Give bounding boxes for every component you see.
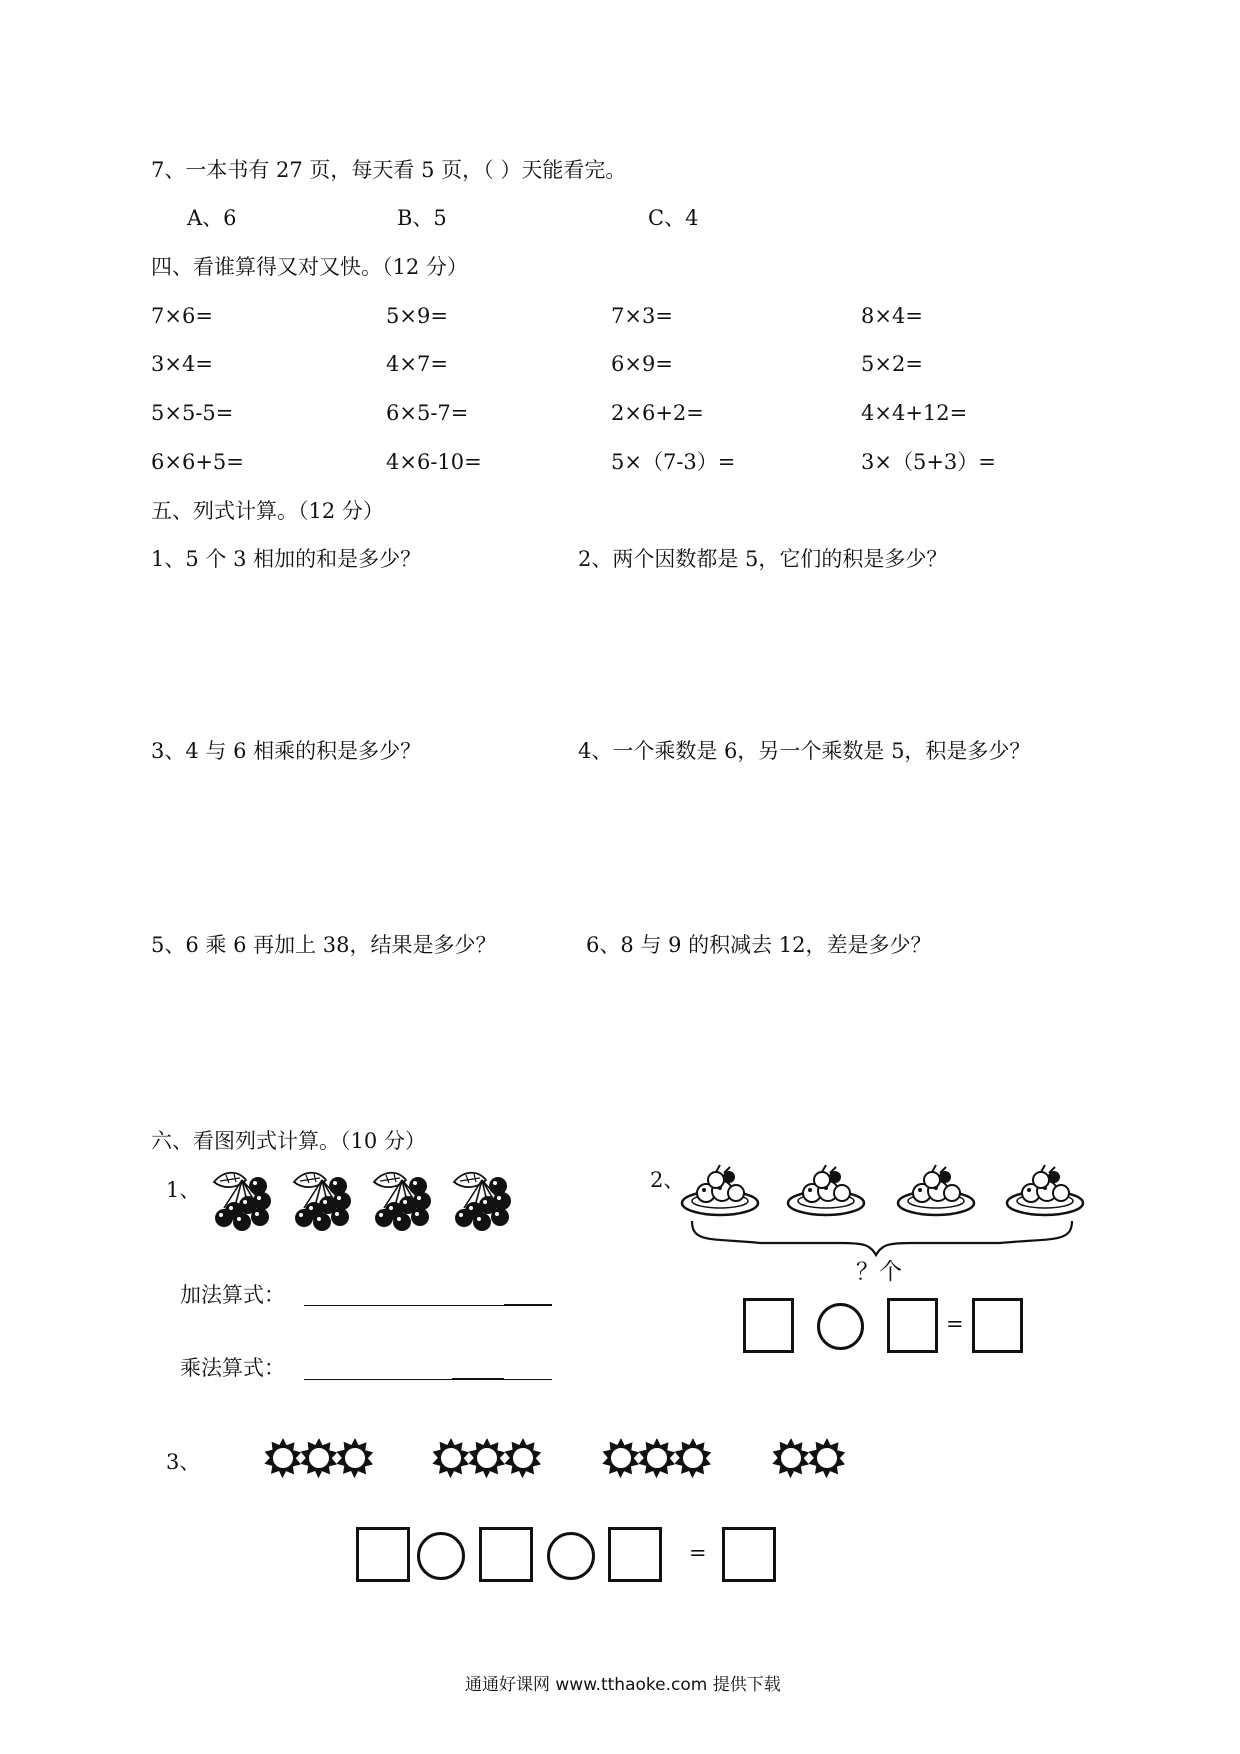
word-problem: 4、一个乘数是 6，另一个乘数是 5，积是多少？ (578, 739, 1031, 763)
multiplication-answer-line-end (504, 1379, 552, 1380)
calc-item: 4×6-10= (386, 450, 482, 474)
word-problem: 3、4 与 6 相乘的积是多少？ (151, 739, 422, 763)
calc-item: 7×3= (611, 304, 673, 328)
multiplication-label: 乘法算式： (180, 1356, 285, 1380)
answer-box[interactable] (479, 1527, 533, 1582)
calc-item: 3×4= (151, 352, 213, 376)
operator-circle[interactable] (547, 1532, 595, 1580)
picture-1-label: 1、 (166, 1178, 201, 1202)
calc-item: 5×5-5= (151, 401, 234, 425)
cherries-picture (208, 1170, 528, 1234)
question-count-label: ？个 (856, 1259, 902, 1285)
addition-label: 加法算式： (180, 1283, 285, 1307)
calc-item: 4×4+12= (861, 401, 968, 425)
calc-item: 6×9= (611, 352, 673, 376)
word-problem: 2、两个因数都是 5，它们的积是多少？ (578, 547, 948, 571)
result-box[interactable] (722, 1527, 776, 1582)
fruit-plates-picture (680, 1163, 1100, 1253)
operator-circle[interactable] (417, 1532, 465, 1580)
word-problem: 1、5 个 3 相加的和是多少？ (151, 547, 422, 571)
answer-box[interactable] (608, 1527, 662, 1582)
section-6-title: 六、看图列式计算。（10 分） (151, 1129, 426, 1153)
calc-item: 6×5-7= (386, 401, 469, 425)
equals-sign: = (689, 1541, 707, 1565)
calc-item: 2×6+2= (611, 401, 704, 425)
answer-box[interactable] (356, 1527, 410, 1582)
calc-item: 5×9= (386, 304, 448, 328)
addition-answer-line-end (504, 1304, 552, 1306)
addition-answer-line[interactable] (304, 1305, 504, 1306)
calc-item: 8×4= (861, 304, 923, 328)
equals-sign: = (946, 1312, 964, 1336)
calc-item: 5×2= (861, 352, 923, 376)
option-b: B、5 (397, 206, 447, 230)
calc-item: 5×（7-3）= (611, 450, 736, 474)
footer-text: 通通好课网 www.tthaoke.com 提供下载 (465, 1675, 781, 1695)
suns-picture (265, 1424, 885, 1494)
word-problem: 6、8 与 9 的积减去 12，差是多少？ (586, 933, 932, 957)
calc-item: 4×7= (386, 352, 448, 376)
section-4-title: 四、看谁算得又对又快。（12 分） (151, 255, 468, 279)
option-c: C、4 (648, 206, 699, 230)
calc-item: 6×6+5= (151, 450, 244, 474)
operator-circle[interactable] (817, 1303, 864, 1350)
calc-item: 7×6= (151, 304, 213, 328)
word-problem: 5、6 乘 6 再加上 38，结果是多少？ (151, 933, 497, 957)
calc-item: 3×（5+3）= (861, 450, 996, 474)
picture-3-label: 3、 (166, 1450, 201, 1474)
question-7: 7、一本书有 27 页，每天看 5 页，（ ）天能看完。 (151, 158, 627, 182)
multiplication-answer-line-mid (452, 1378, 504, 1380)
answer-box[interactable] (887, 1298, 938, 1353)
picture-2-label: 2、 (650, 1168, 685, 1192)
option-a: A、6 (187, 206, 237, 230)
multiplication-answer-line[interactable] (304, 1379, 452, 1380)
result-box[interactable] (972, 1298, 1023, 1353)
answer-box[interactable] (743, 1298, 794, 1353)
section-5-title: 五、列式计算。（12 分） (151, 499, 384, 523)
